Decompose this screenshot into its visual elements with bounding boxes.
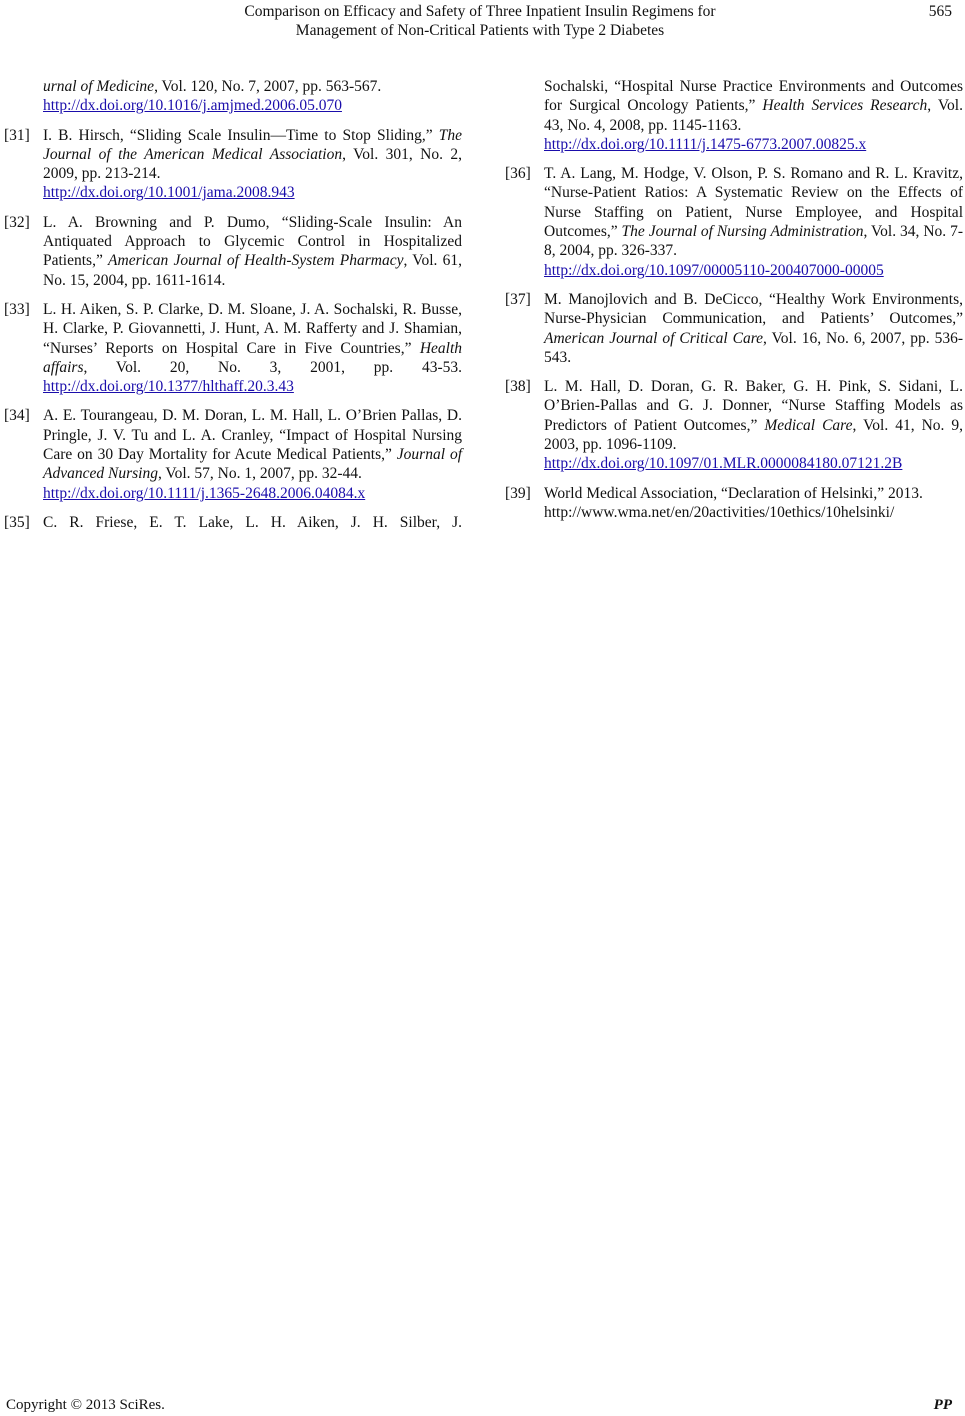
- reference-url: http://www.wma.net/en/20activities/10ethics/10helsinki/: [544, 503, 895, 521]
- reference-continuation: [4, 77, 462, 116]
- reference-number: [33]: [4, 300, 30, 318]
- reference-35-continuation: [505, 77, 963, 154]
- reference-number: [38]: [505, 378, 531, 396]
- reference-journal: The Journal of the American Medical Association: [43, 126, 462, 163]
- reference-journal: Health affairs: [43, 339, 462, 376]
- reference-authors-title: T. A. Lang, M. Hodge, V. Olson, P. S. Romano and R. L. Kravitz, “Nurse-Patient Ratios: A Systematic Review on the Effects of Nurse Staffing on Patient, Nurse Employee, and Hospital Outcomes,”: [544, 165, 963, 241]
- reference-authors-title: World Medical Association, “Declaration of Helsinki,” 2013.: [544, 484, 923, 502]
- reference-details: , Vol. 20, No. 3, 2001, pp. 43-53.: [83, 358, 462, 376]
- reference-number: [34]: [4, 407, 30, 425]
- reference-37: [505, 290, 963, 367]
- reference-doi-link[interactable]: http://dx.doi.org/10.1001/jama.2008.943: [43, 184, 295, 202]
- references-right-column: [505, 77, 963, 532]
- reference-doi-link[interactable]: http://dx.doi.org/10.1097/01.MLR.0000084180.07121.2B: [544, 455, 903, 473]
- reference-details: , Vol. 41, No. 9, 2003, pp. 1096-1109.: [544, 416, 963, 454]
- reference-38: [505, 377, 963, 473]
- reference-number: [39]: [505, 484, 531, 502]
- reference-number: [32]: [4, 213, 30, 231]
- reference-doi-link[interactable]: http://dx.doi.org/10.1377/hlthaff.20.3.43: [43, 378, 294, 396]
- reference-journal: American Journal of Health-System Pharmacy: [108, 252, 404, 270]
- reference-doi-link[interactable]: http://dx.doi.org/10.1111/j.1365-2648.2006.04084.x: [43, 484, 366, 502]
- reference-details: , Vol. 301, No. 2, 2009, pp. 213-214.: [43, 145, 463, 183]
- reference-details: , Vol. 61, No. 15, 2004, pp. 1611-1614.: [43, 252, 462, 289]
- reference-details: , Vol. 16, No. 6, 2007, pp. 536-543.: [544, 329, 964, 366]
- reference-doi-link[interactable]: http://dx.doi.org/10.1016/j.amjmed.2006.05.070: [43, 97, 342, 115]
- reference-39: [505, 484, 963, 523]
- reference-authors-title: L. M. Hall, D. Doran, G. R. Baker, G. H. Pink, S. Sidani, L. O’Brien-Pallas and G. J. Donner, “Nurse Staffing Models as Predictors of Patient Outcomes,”: [544, 378, 963, 434]
- page-number: 565: [928, 3, 952, 20]
- copyright-notice: Copyright © 2013 SciRes.: [6, 1397, 165, 1413]
- reference-authors-title: C. R. Friese, E. T. Lake, L. H. Aiken, J. H. Silber, J.: [43, 513, 462, 531]
- reference-journal: urnal of Medicine: [43, 78, 155, 95]
- reference-authors-title: L. A. Browning and P. Dumo, “Sliding-Scale Insulin: An Antiquated Approach to Glycemic Control in Hospitalized Patients,”: [43, 213, 462, 270]
- running-header: [120, 2, 840, 40]
- reference-number: [35]: [4, 513, 30, 531]
- reference-32: [4, 213, 462, 290]
- reference-details: , Vol. 57, No. 1, 2007, pp. 32-44.: [157, 465, 362, 483]
- reference-doi-link[interactable]: http://dx.doi.org/10.1111/j.1475-6773.2007.00825.x: [544, 135, 867, 153]
- reference-authors-title: L. H. Aiken, S. P. Clarke, D. M. Sloane, J. A. Sochalski, R. Busse, H. Clarke, P. Giovannetti, J. Hunt, A. M. Rafferty and J. Shamian, “Nurses’ Reports on Hospital Care in Five Countries,”: [43, 300, 462, 357]
- reference-journal: Health Services Research: [762, 97, 928, 115]
- reference-journal: Medical Care: [764, 416, 853, 434]
- reference-details: , Vol. 43, No. 4, 2008, pp. 1145-1163.: [544, 97, 963, 134]
- reference-36: [505, 164, 963, 280]
- header-title-line-2: Management of Non-Critical Patients with Type 2 Diabetes: [295, 22, 665, 39]
- reference-details: , Vol. 34, No. 7-8, 2004, pp. 326-337.: [544, 223, 963, 260]
- reference-details: , Vol. 120, No. 7, 2007, pp. 563-567.: [154, 78, 382, 95]
- reference-authors-title: A. E. Tourangeau, D. M. Doran, L. M. Hall, L. O’Brien Pallas, D. Pringle, J. V. Tu and L. A. Cranley, “Impact of Hospital Nursing Care on 30 Day Mortality for Acute Medical Patients,”: [43, 407, 462, 464]
- journal-abbreviation: PP: [933, 1397, 952, 1413]
- references-left-column: [4, 77, 462, 542]
- reference-33: [4, 300, 462, 396]
- reference-authors-title: M. Manojlovich and B. DeCicco, “Healthy Work Environments, Nurse-Physician Communication, and Patients’ Outcomes,”: [544, 290, 963, 328]
- reference-authors-title: I. B. Hirsch, “Sliding Scale Insulin—Time to Stop Sliding,”: [43, 126, 439, 144]
- reference-journal: The Journal of Nursing Administration: [621, 223, 864, 241]
- reference-journal: American Journal of Critical Care: [544, 329, 764, 347]
- reference-journal: Journal of Advanced Nursing: [43, 446, 462, 483]
- reference-34: [4, 406, 462, 502]
- reference-number: [37]: [505, 290, 531, 308]
- header-title-line-1: Comparison on Efficacy and Safety of Three Inpatient Insulin Regimens for: [244, 3, 716, 20]
- reference-31: [4, 126, 462, 203]
- reference-35: [4, 513, 462, 532]
- reference-number: [36]: [505, 165, 531, 183]
- reference-number: [31]: [4, 126, 30, 144]
- reference-authors-title: Sochalski, “Hospital Nurse Practice Environments and Outcomes for Surgical Oncology Patients,”: [544, 78, 963, 115]
- reference-doi-link[interactable]: http://dx.doi.org/10.1097/00005110-200407000-00005: [544, 261, 884, 279]
